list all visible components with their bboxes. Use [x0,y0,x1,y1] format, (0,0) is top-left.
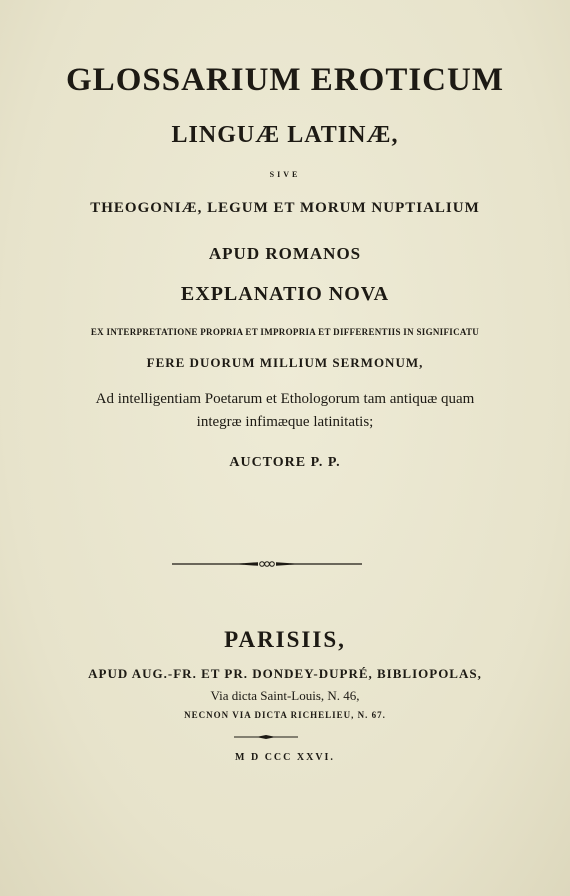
imprint-publisher: APUD AUG.-FR. ET PR. DONDEY-DUPRÉ, BIBLIOPOLAS, [88,666,482,681]
description-line-2: integræ infimæque latinitatis; [196,414,374,430]
title-conjunction: SIVE [269,170,301,179]
imprint-place: PARISIIS, [224,627,346,652]
title-line-3: THEOGONIÆ, LEGUM ET MORUM NUPTIALIUM [90,200,480,216]
imprint-address-2: NECNON VIA DICTA RICHELIEU, N. 67. [184,710,386,720]
author-line: AUCTORE P. P. [229,455,341,470]
ornamental-divider [172,560,362,568]
title-line-2: LINGUÆ LATINÆ, [171,122,399,148]
small-ornamental-divider [234,734,298,740]
description-line-1: Ad intelligentiam Poetarum et Ethologorum tam antiquæ quam [95,391,475,407]
title-line-1: GLOSSARIUM EROTICUM [66,62,504,98]
imprint-year: M D CCC XXVI. [235,752,335,763]
title-line-4: APUD ROMANOS [208,244,362,263]
title-line-5: EXPLANATIO NOVA [180,283,390,305]
title-line-6: FERE DUORUM MILLIUM SERMONUM, [146,355,424,370]
subtitle-line: EX INTERPRETATIONE PROPRIA ET IMPROPRIA ET DIFFERENTIIS IN SIGNIFICATU [90,327,480,337]
imprint-address-1: Via dicta Saint-Louis, N. 46, [210,688,360,703]
